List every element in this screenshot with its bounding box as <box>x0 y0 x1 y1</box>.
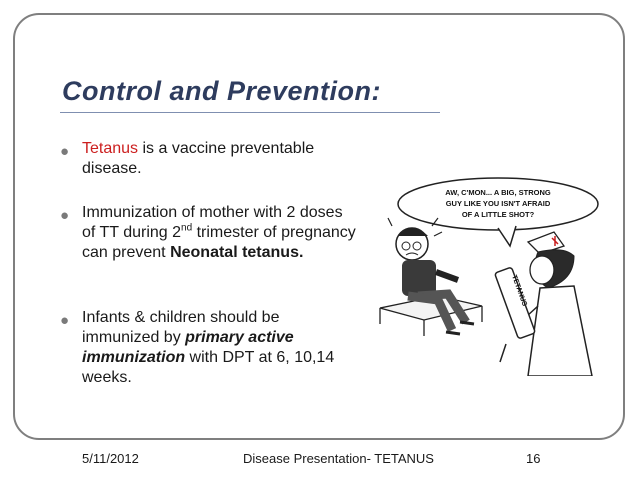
superscript-nd: nd <box>181 222 193 234</box>
bullet-icon: ● <box>60 143 70 160</box>
bullet-1-rest: is a vaccine preventable disease. <box>82 140 315 177</box>
tetanus-highlight: Tetanus <box>82 140 139 157</box>
bullet-text-3 <box>82 308 357 388</box>
syringe <box>495 267 536 362</box>
footer-title: Disease Presentation- TETANUS <box>243 451 434 466</box>
footer-date: 5/11/2012 <box>82 451 139 466</box>
footer-page-number: 16 <box>526 451 541 466</box>
syringe-label: TETANUS <box>510 274 528 308</box>
bullet-icon: ● <box>60 312 70 329</box>
speech-line-1: AW, C'MON... A BIG, STRONG <box>445 188 551 197</box>
slide-title: Control and Prevention: <box>62 76 382 106</box>
bullet-2-middle: trimester of pregnancy can prevent <box>82 224 356 261</box>
bullet-3-rest: with DPT at 6, 10,14 weeks. <box>82 349 335 386</box>
speech-line-3: OF A LITTLE SHOT? <box>461 210 535 219</box>
primary-active-immunization: primary active immunization <box>82 329 294 366</box>
bullet-icon: ● <box>60 207 70 224</box>
title-underline <box>60 112 440 113</box>
cartoon-illustration <box>378 176 606 376</box>
bullet-text-2 <box>82 203 357 263</box>
neonatal-tetanus-bold: Neonatal tetanus. <box>170 244 304 261</box>
speech-bubble-tail <box>498 226 516 246</box>
bullet-3-start: Infants & children should be immunized by <box>82 309 280 346</box>
bullet-2-start: Immunization of mother with 2 doses of TT during 2 <box>82 204 343 241</box>
speech-line-2: GUY LIKE YOU ISN'T AFRAID <box>445 199 551 208</box>
bullet-text-1 <box>82 139 357 179</box>
